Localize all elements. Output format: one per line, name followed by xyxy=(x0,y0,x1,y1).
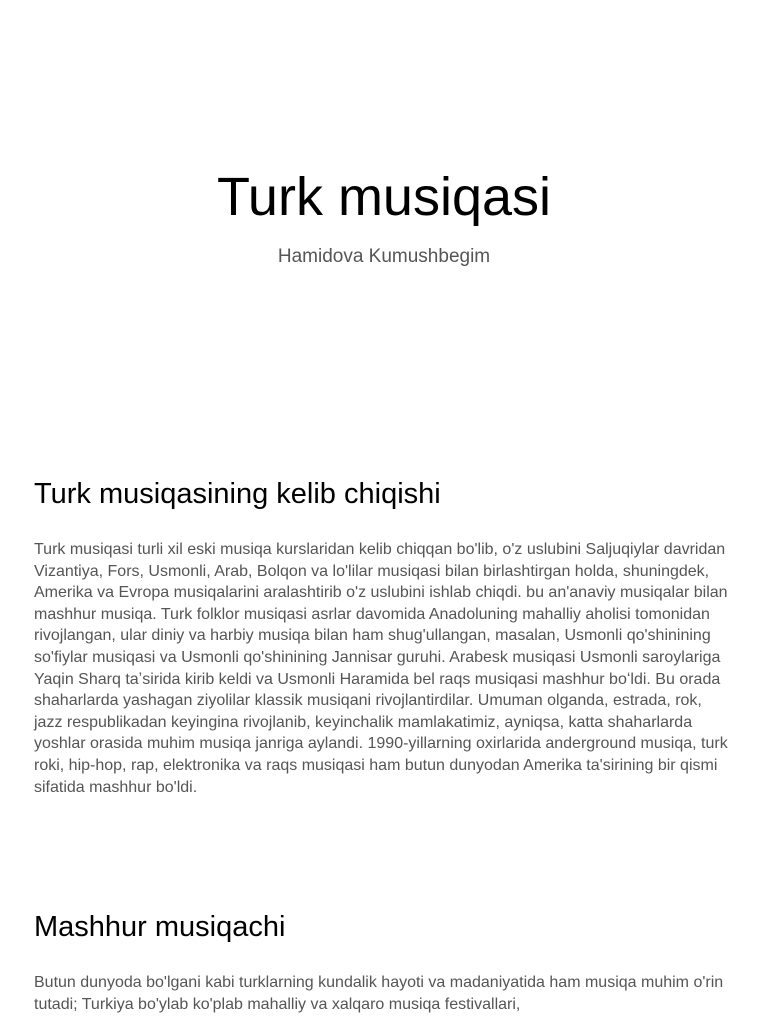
section-origins xyxy=(34,477,734,798)
section-paragraph: Butun dunyoda bo'lgani kabi turklarning kundalik hayoti va madaniyatida ham musiqa muhim o'rin tutadi; Turkiya bo'ylab ko'plab mahalliy va xalqaro musiqa festivallari, xyxy=(34,974,724,1013)
section-famous-musician xyxy=(34,910,734,1015)
section-heading: Turk musiqasining kelib chiqishi xyxy=(34,478,441,510)
section-heading: Mashhur musiqachi xyxy=(34,911,286,943)
document-title: Turk musiqasi xyxy=(216,167,552,227)
section-paragraph: Turk musiqasi turli xil eski musiqa kurslaridan kelib chiqqan bo'lib, o'z uslubini Saljuqiylar davridan Vizantiya, Fors, Usmonli, Arab, Bolqon va lo'lilar musiqasi bilan birlashtirgan holda, shuningdek, Amerika va Evropa musiqalarini aralashtirib o'z uslubini ishlab chiqdi. bu an'anaviy musiqalar bilan mashhur musiqa. Turk folklor musiqasi asrlar davomida Anadoluning mahalliy aholisi tomonidan rivojlangan, ular diniy va harbiy musiqa bilan ham shug'ullangan, masalan, Usmonli qo'shinining so'fiylar musiqasi va Usmonli qo'shinining Jannisar guruhi. Arabesk musiqasi Usmonli saroylariga Yaqin Sharq taʼsirida kirib keldi va Usmonli Haramida bel raqs musiqasi mashhur boʻldi. Bu orada shaharlarda yashagan ziyolilar klassik musiqani rivojlantirdilar. Umuman olganda, estrada, rok, jazz respublikadan keyingina rivojlanib, keyinchalik mamlakatimiz, ayniqsa, katta shaharlarda yoshlar orasida muhim musiqa janriga aylandi. 1990-yillarning oxirlarida anderground musiqa, turk roki, hip-hop, rap, elektronika va raqs musiqasi ham butun dunyodan Amerika ta'sirining bir qismi sifatida mashhur bo'ldi. xyxy=(34,541,728,796)
document-author: Hamidova Kumushbegim xyxy=(277,246,491,267)
